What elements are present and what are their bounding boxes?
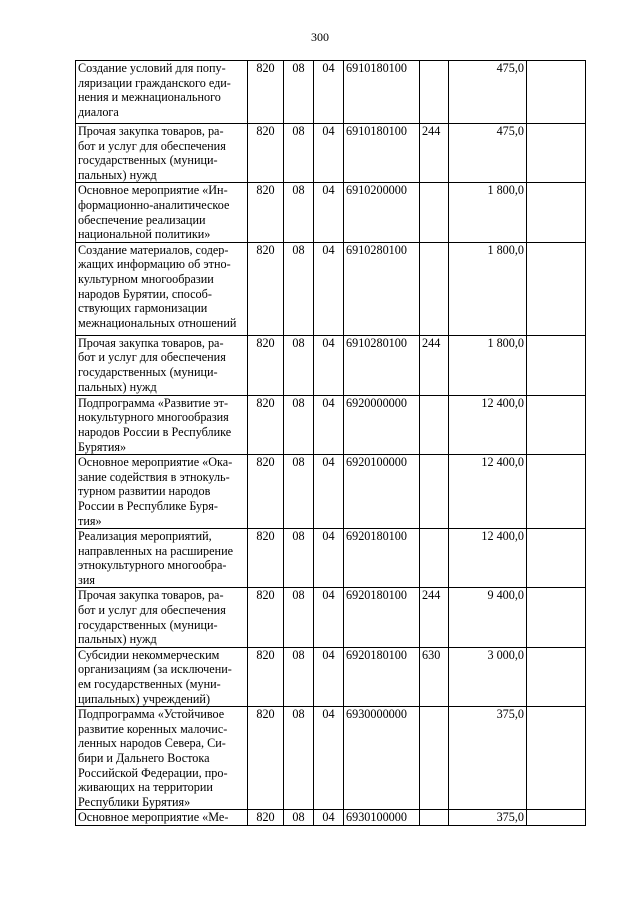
cell-name: Подпрограмма «Устойчивое развитие коренных малочис- ленных народов Севера, Си- бири и Дальнего Востока Российской Федерации, про- живающих на территории Республики Бурятия» (76, 707, 248, 810)
cell-target-article: 6910280100 (344, 335, 420, 395)
budget-table (75, 60, 586, 826)
cell-name: Прочая закупка товаров, ра- бот и услуг для обеспечения государственных (муници- пальных) нужд (76, 588, 248, 647)
cell-subsection: 04 (314, 242, 344, 335)
cell-extra (527, 335, 586, 395)
cell-name: Создание материалов, содер- жащих информацию об этно- культурном многообразии народов Бурятии, способ- ствующих гармонизации межнациональных отношений (76, 242, 248, 335)
cell-name: Основное мероприятие «Ме- (76, 810, 248, 826)
cell-expense-type (420, 529, 449, 588)
cell-extra (527, 124, 586, 183)
table-row (76, 335, 586, 395)
cell-grbs: 820 (248, 395, 284, 454)
cell-target-article: 6910280100 (344, 242, 420, 335)
table-row (76, 395, 586, 454)
cell-extra (527, 61, 586, 124)
cell-amount: 12 400,0 (449, 529, 527, 588)
cell-expense-type (420, 810, 449, 826)
table-row (76, 707, 586, 810)
cell-expense-type (420, 395, 449, 454)
cell-grbs: 820 (248, 529, 284, 588)
cell-grbs: 820 (248, 707, 284, 810)
cell-subsection: 04 (314, 588, 344, 647)
cell-name: Субсидии некоммерческим организациям (за исключени- ем государственных (муни- ципальных) учреждений) (76, 647, 248, 706)
cell-target-article: 6920180100 (344, 588, 420, 647)
cell-expense-type (420, 183, 449, 242)
cell-extra (527, 588, 586, 647)
cell-section: 08 (284, 707, 314, 810)
cell-grbs: 820 (248, 124, 284, 183)
cell-subsection: 04 (314, 183, 344, 242)
cell-name: Создание условий для попу- ляризации гражданского еди- нения и межнационального диалога (76, 61, 248, 124)
cell-expense-type (420, 707, 449, 810)
cell-section: 08 (284, 810, 314, 826)
cell-subsection: 04 (314, 335, 344, 395)
cell-section: 08 (284, 242, 314, 335)
cell-grbs: 820 (248, 242, 284, 335)
cell-grbs: 820 (248, 455, 284, 529)
table-row (76, 61, 586, 124)
cell-extra (527, 810, 586, 826)
cell-name: Подпрограмма «Развитие эт- нокультурного многообразия народов России в Республике Бурятия» (76, 395, 248, 454)
table-row (76, 124, 586, 183)
cell-section: 08 (284, 335, 314, 395)
cell-name: Прочая закупка товаров, ра- бот и услуг для обеспечения государственных (муници- пальных) нужд (76, 124, 248, 183)
table-row (76, 242, 586, 335)
cell-section: 08 (284, 647, 314, 706)
cell-subsection: 04 (314, 810, 344, 826)
cell-grbs: 820 (248, 647, 284, 706)
cell-extra (527, 647, 586, 706)
cell-amount: 475,0 (449, 61, 527, 124)
cell-extra (527, 395, 586, 454)
cell-target-article: 6920000000 (344, 395, 420, 454)
table-row (76, 810, 586, 826)
cell-subsection: 04 (314, 124, 344, 183)
cell-target-article: 6920180100 (344, 647, 420, 706)
cell-amount: 3 000,0 (449, 647, 527, 706)
cell-grbs: 820 (248, 335, 284, 395)
cell-expense-type (420, 61, 449, 124)
cell-section: 08 (284, 529, 314, 588)
cell-expense-type (420, 242, 449, 335)
cell-target-article: 6930100000 (344, 810, 420, 826)
cell-expense-type: 244 (420, 335, 449, 395)
page-number: 300 (311, 30, 329, 44)
cell-amount: 375,0 (449, 707, 527, 810)
cell-expense-type (420, 455, 449, 529)
cell-amount: 475,0 (449, 124, 527, 183)
cell-amount: 12 400,0 (449, 395, 527, 454)
cell-expense-type: 630 (420, 647, 449, 706)
cell-expense-type: 244 (420, 588, 449, 647)
cell-extra (527, 529, 586, 588)
cell-subsection: 04 (314, 707, 344, 810)
cell-target-article: 6920100000 (344, 455, 420, 529)
cell-section: 08 (284, 124, 314, 183)
cell-amount: 375,0 (449, 810, 527, 826)
cell-amount: 1 800,0 (449, 242, 527, 335)
cell-target-article: 6930000000 (344, 707, 420, 810)
cell-section: 08 (284, 395, 314, 454)
cell-subsection: 04 (314, 395, 344, 454)
cell-amount: 1 800,0 (449, 183, 527, 242)
table-row (76, 529, 586, 588)
table-row (76, 588, 586, 647)
table-row (76, 455, 586, 529)
cell-target-article: 6910180100 (344, 61, 420, 124)
cell-extra (527, 183, 586, 242)
cell-expense-type: 244 (420, 124, 449, 183)
cell-section: 08 (284, 455, 314, 529)
cell-section: 08 (284, 183, 314, 242)
cell-target-article: 6920180100 (344, 529, 420, 588)
table-row (76, 183, 586, 242)
cell-subsection: 04 (314, 455, 344, 529)
cell-name: Прочая закупка товаров, ра- бот и услуг для обеспечения государственных (муници- пальных) нужд (76, 335, 248, 395)
cell-extra (527, 242, 586, 335)
table-row (76, 647, 586, 706)
cell-section: 08 (284, 588, 314, 647)
cell-amount: 9 400,0 (449, 588, 527, 647)
cell-extra (527, 455, 586, 529)
cell-name: Основное мероприятие «Ин- формационно-аналитическое обеспечение реализации национальной политики» (76, 183, 248, 242)
cell-subsection: 04 (314, 647, 344, 706)
cell-grbs: 820 (248, 183, 284, 242)
cell-name: Основное мероприятие «Ока- зание содействия в этнокуль- турном развитии народов России в Республике Буря- тия» (76, 455, 248, 529)
cell-grbs: 820 (248, 61, 284, 124)
cell-section: 08 (284, 61, 314, 124)
cell-target-article: 6910180100 (344, 124, 420, 183)
cell-subsection: 04 (314, 529, 344, 588)
cell-amount: 12 400,0 (449, 455, 527, 529)
cell-grbs: 820 (248, 588, 284, 647)
cell-target-article: 6910200000 (344, 183, 420, 242)
cell-subsection: 04 (314, 61, 344, 124)
cell-grbs: 820 (248, 810, 284, 826)
cell-amount: 1 800,0 (449, 335, 527, 395)
cell-name: Реализация мероприятий, направленных на расширение этнокультурного многообра- зия (76, 529, 248, 588)
cell-extra (527, 707, 586, 810)
